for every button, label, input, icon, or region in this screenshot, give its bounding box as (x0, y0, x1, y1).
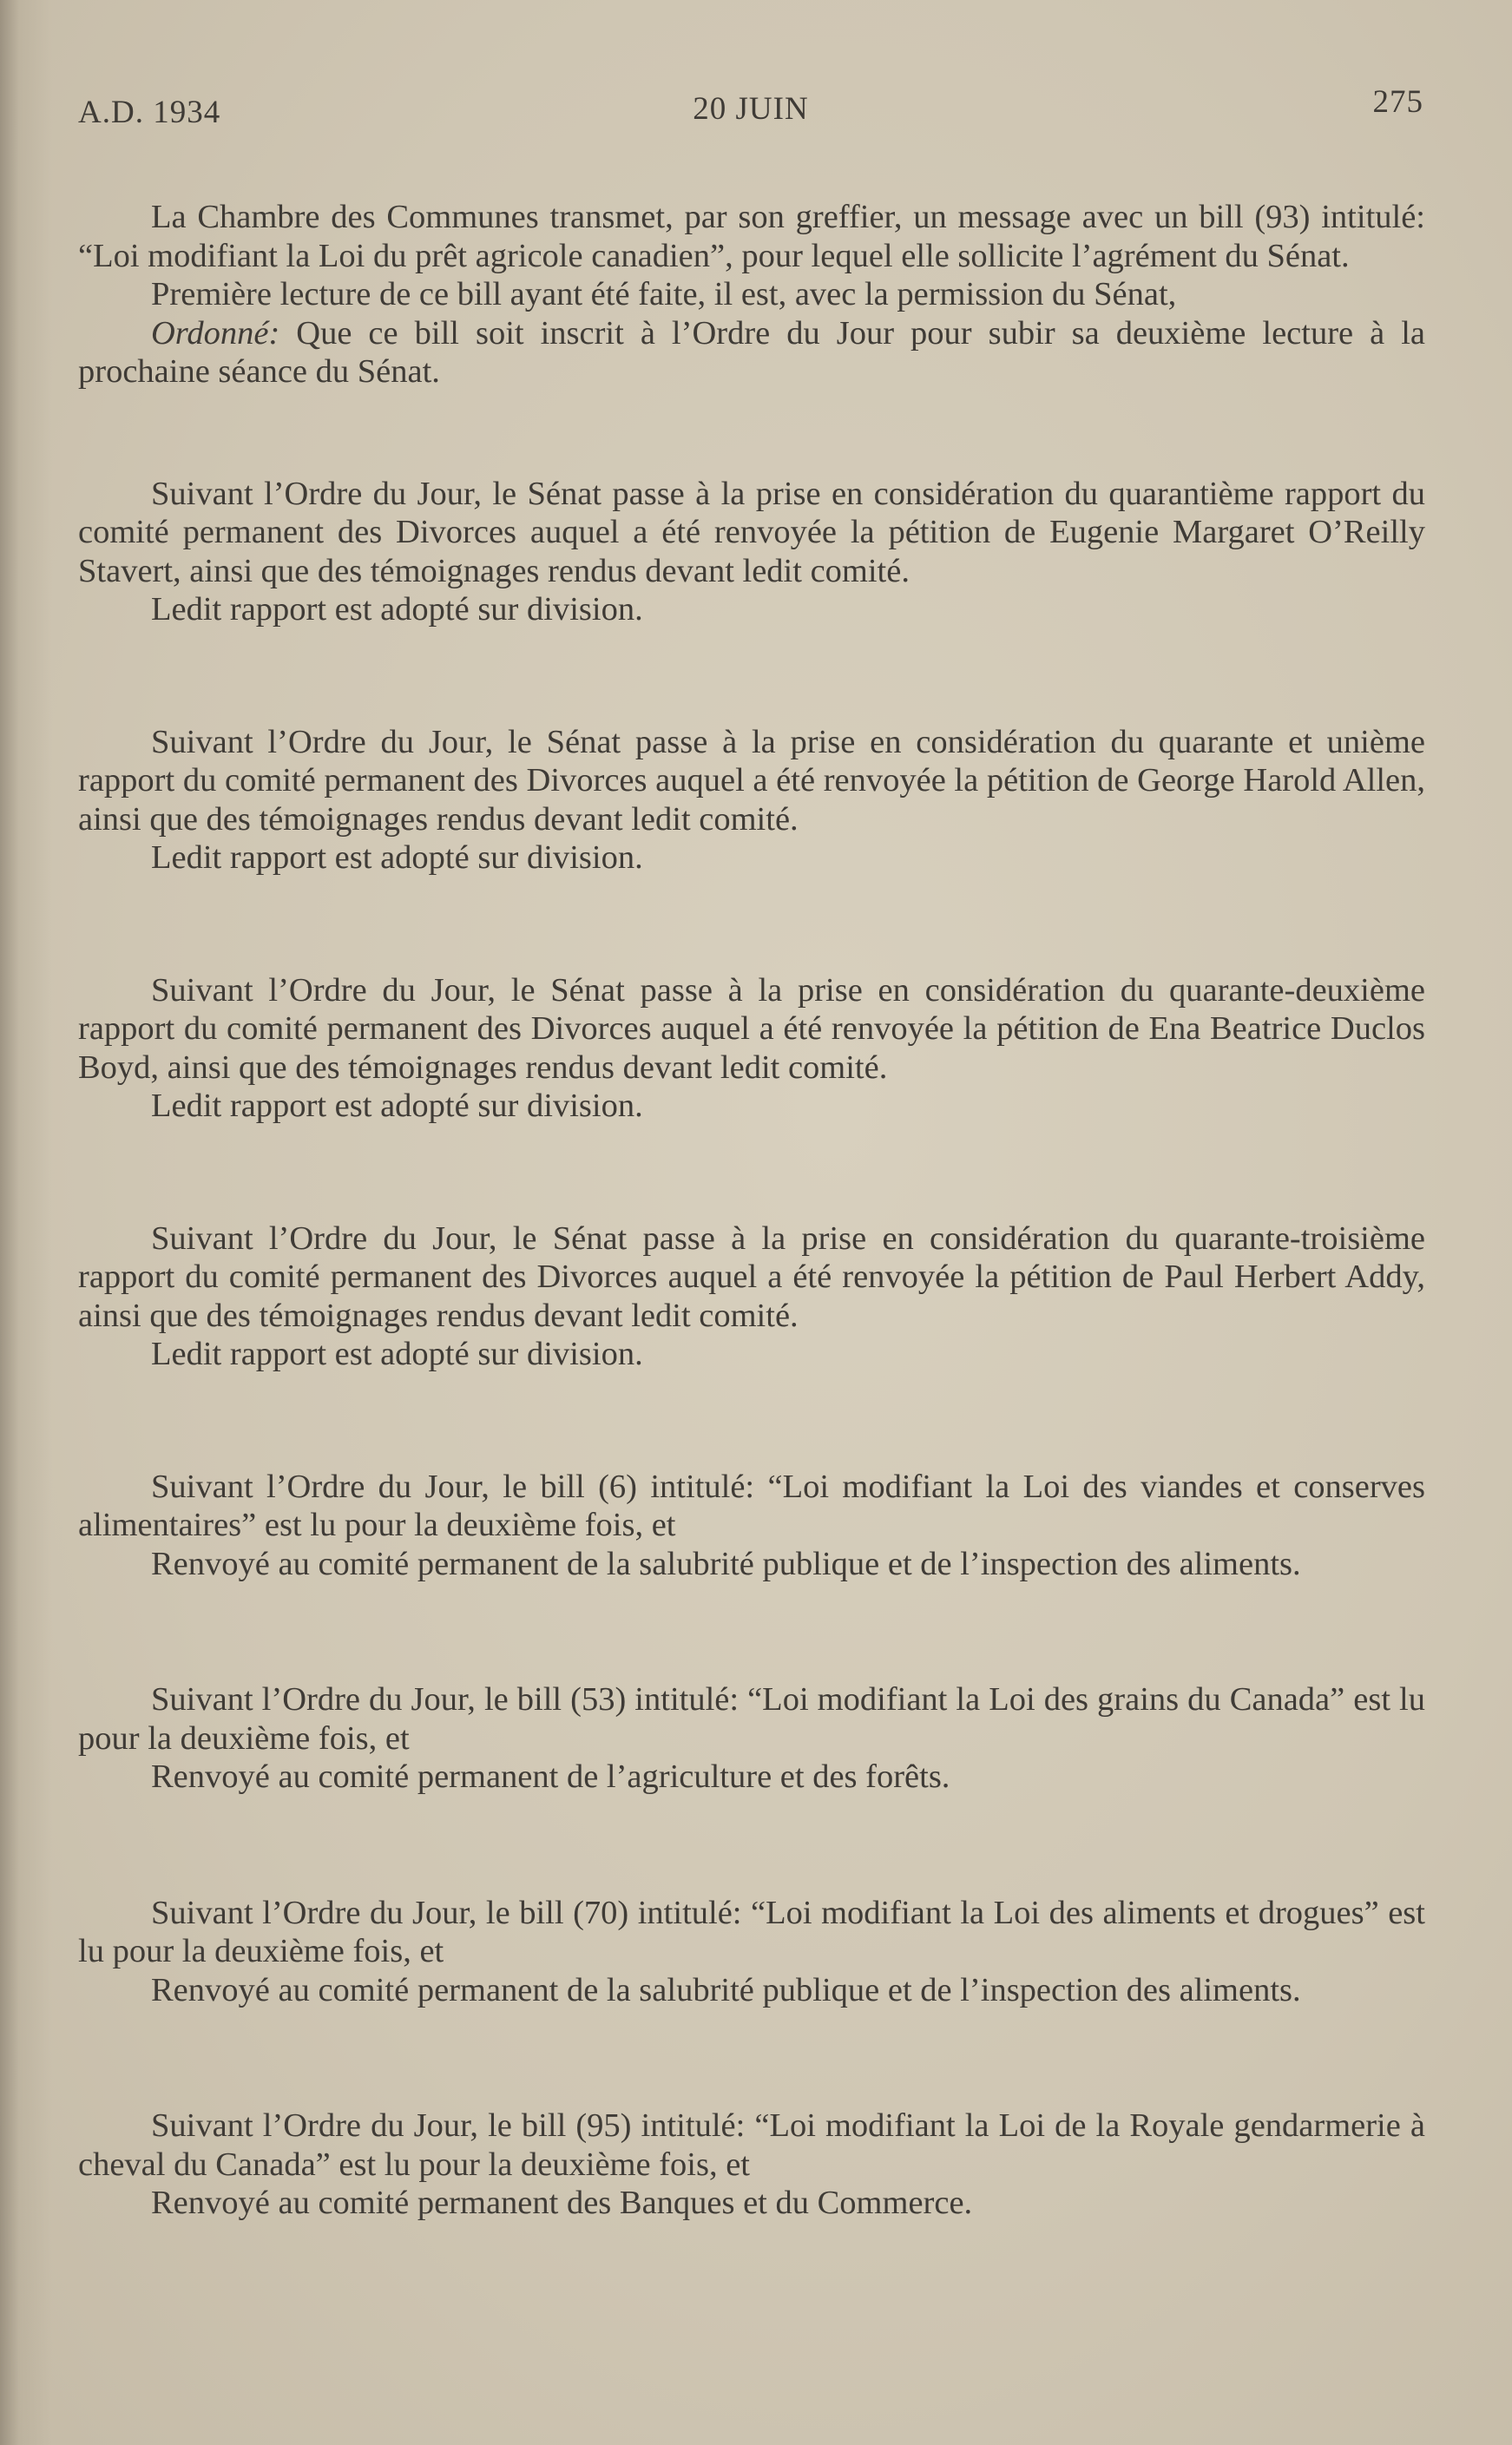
paragraph: Première lecture de ce bill ayant été faite, il est, avec la permission du Sénat, (151, 276, 1177, 312)
paragraph: Suivant l’Ordre du Jour, le bill (95) intitulé: “Loi modifiant la Loi de la Royale gendarmerie à cheval du Canada” est lu pour la deuxième fois, et (78, 2107, 1425, 2183)
paragraph: Suivant l’Ordre du Jour, le Sénat passe à la prise en considération du quarante-deuxième rapport du comité permanent des Divorces auquel a été renvoyée la pétition de Ena Beatrice Duclos Boyd, ainsi que des témoignages rendus devant ledit comité. (78, 971, 1425, 1086)
spacer (78, 2009, 1425, 2107)
header-year: A.D. 1934 (78, 95, 221, 130)
entry-report-40 (78, 475, 1425, 629)
entry-bill-6 (78, 1468, 1425, 1584)
spacer (78, 1126, 1425, 1219)
entry-bill-93 (78, 198, 1425, 391)
spacer (78, 1374, 1425, 1468)
paragraph: Ledit rapport est adopté sur division. (151, 1088, 643, 1124)
paragraph: Renvoyé au comité permanent de la salubrité publique et de l’inspection des aliments. (151, 1545, 1301, 1582)
entry-report-43 (78, 1219, 1425, 1374)
paragraph: Renvoyé au comité permanent des Banques et du Commerce. (151, 2185, 973, 2221)
paragraph: Ledit rapport est adopté sur division. (151, 1336, 643, 1372)
ordered-text: Que ce bill soit inscrit à l’Ordre du Jour pour subir sa deuxième lecture à la prochaine séance du Sénat. (78, 314, 1425, 390)
page-number: 275 (1372, 84, 1423, 120)
spacer (78, 1583, 1425, 1680)
paragraph: Ledit rapport est adopté sur division. (151, 839, 643, 876)
paragraph: Suivant l’Ordre du Jour, le Sénat passe à la prise en considération du quarantième rapport du comité permanent des Divorces auquel a été renvoyée la pétition de Eugenie Margaret O’Reilly Stavert, ainsi que des témoignages rendus devant ledit comité. (78, 475, 1425, 589)
header-date: 20 JUIN (693, 91, 809, 127)
paragraph: La Chambre des Communes transmet, par son greffier, un message avec un bill (93) intitulé: “Loi modifiant la Loi du prêt agricole canadien”, pour lequel elle sollicite l’agrément du Sénat. (78, 199, 1425, 274)
paragraph: Renvoyé au comité permanent de la salubrité publique et de l’inspection des aliments. (151, 1971, 1301, 2008)
paragraph-ordered (78, 314, 1425, 391)
entry-report-41 (78, 723, 1425, 877)
paragraph: Renvoyé au comité permanent de l’agriculture et des forêts. (151, 1758, 950, 1795)
ordered-label: Ordonné: (151, 314, 280, 352)
paragraph: Suivant l’Ordre du Jour, le Sénat passe à la prise en considération du quarante-troisième rapport du comité permanent des Divorces auquel a été renvoyée la pétition de Paul Herbert Addy, ainsi que des témoignages rendus devant ledit comité. (78, 1219, 1425, 1334)
spacer (78, 1797, 1425, 1894)
paragraph: Suivant l’Ordre du Jour, le Sénat passe à la prise en considération du quarante et unième rapport du comité permanent des Divorces auquel a été renvoyée la pétition de George Harold Allen, ainsi que des témoignages rendus devant ledit comité. (78, 723, 1425, 838)
spacer (78, 391, 1425, 475)
paragraph: Suivant l’Ordre du Jour, le bill (6) intitulé: “Loi modifiant la Loi des viandes et conserves alimentaires” est lu pour la deuxième fois, et (78, 1468, 1425, 1543)
paragraph: Suivant l’Ordre du Jour, le bill (53) intitulé: “Loi modifiant la Loi des grains du Canada” est lu pour la deuxième fois, et (78, 1681, 1425, 1757)
spacer (78, 877, 1425, 971)
paragraph: Ledit rapport est adopté sur division. (151, 591, 643, 628)
entry-bill-70 (78, 1894, 1425, 2010)
entry-bill-53 (78, 1680, 1425, 1797)
spacer (78, 629, 1425, 723)
page-header (78, 83, 1423, 135)
paragraph: Suivant l’Ordre du Jour, le bill (70) intitulé: “Loi modifiant la Loi des aliments et drogues” est lu pour la deuxième fois, et (78, 1894, 1425, 1969)
entry-bill-95 (78, 2107, 1425, 2223)
page-body (78, 198, 1425, 2223)
entry-report-42 (78, 971, 1425, 1126)
